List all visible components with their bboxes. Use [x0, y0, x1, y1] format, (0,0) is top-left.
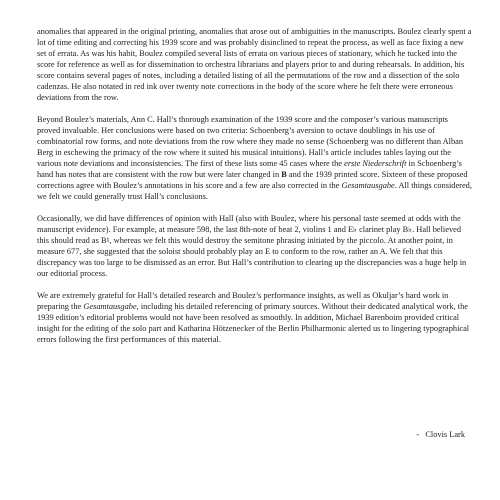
- paragraph: [37, 213, 473, 279]
- paragraph: [37, 290, 473, 345]
- paragraph-text: anomalies that appeared in the original printing, anomalies that arose out of ambiguities in the manuscripts. Boulez clearly spent a lot of time editing and correcting his 1939 score and was probably disinclined to repeat the process, as well as face fixing a new set of errata. As was his habit, Boulez compiled several lists of errata on various pieces of stationary, which he tucked into the score for reference as well as for dissemination to orchestra librarians and players prior to and during rehearsals. In addition, his score contains several pages of notes, including a detailed listing of all the permutations of the row and a dissection of the solo cadenzas. He also notated in red ink over twenty note corrections in the body of the score where he felt there were erroneous deviations from the row.: [37, 27, 472, 102]
- signature: - Clovis Lark: [416, 430, 465, 439]
- paragraph-text: Beyond Boulez’s materials, Ann C. Hall’s thorough examination of the 1939 score and the composer’s various manuscripts proved invaluable. Her conclusions were based on two criteria: Schoenberg’s aversion to octave doublings in his use of combinatorial row forms, and note deviations from the row where they made no sense (Schoenberg was no different than Alban Berg in eschewing the primacy of the row where it suited his musical intuitions). Hall’s article includes tables laying out the various note deviations and inconsistencies. The first of these lists some 45 cases where the: [37, 115, 464, 168]
- italic-title: Gesamtausgabe: [341, 181, 395, 190]
- paragraph-text: We are extremely grateful for Hall’s detailed research and Boulez’s performance insights, as well as Okuljar’s hard work in preparing the: [37, 291, 449, 311]
- paragraph: [37, 26, 473, 103]
- paragraph-text: , including his detailed referencing of primary sources. Without their dedicated analytical work, the 1939 edition’s editorial problems would not have been resolved as smoothly. In addition, Michael Barenboim provided critical insight for the editing of the solo part and Katharina Hötzenecker of the Berlin Philharmonic alerted us to lingering typographical errors following the first performances of this material.: [37, 302, 470, 344]
- paragraph-text: . All things considered, we felt we could generally trust Hall’s conclusions.: [37, 181, 472, 201]
- italic-title: erste Niederschrift: [344, 159, 407, 168]
- italic-title: Gesamtausgabe: [83, 302, 137, 311]
- paragraph: [37, 114, 473, 202]
- body-text: [37, 26, 473, 345]
- paragraph-text: Occasionally, we did have differences of opinion with Hall (also with Boulez, where his personal taste seemed at odds with the manuscript evidence). For example, at measure 598, the last 8th-note of beat 2, violins 1 and E♭ clarinet play B♭. Hall believed this should read as B♮, whereas we felt this would destroy the semitone phrasing initiated by the piccolo. At another point, in measure 677, she suggested that the soloist should probably play an E to conform to the row, rather an A. We felt that this discrepancy was too large to be dismissed as an error. But Hall’s contribution to clearing up the discrepancies was a huge help in our editorial process.: [37, 214, 467, 278]
- paragraph-text: and the 1939 printed score. Sixteen of these proposed corrections agree with Boulez’s annotations in his score and a few are also corrected in the: [37, 170, 468, 190]
- paragraph-text: in Schoenberg’s hand has notes that are consistent with the row but were later changed in: [37, 159, 462, 179]
- bold-source-label: B: [281, 170, 287, 179]
